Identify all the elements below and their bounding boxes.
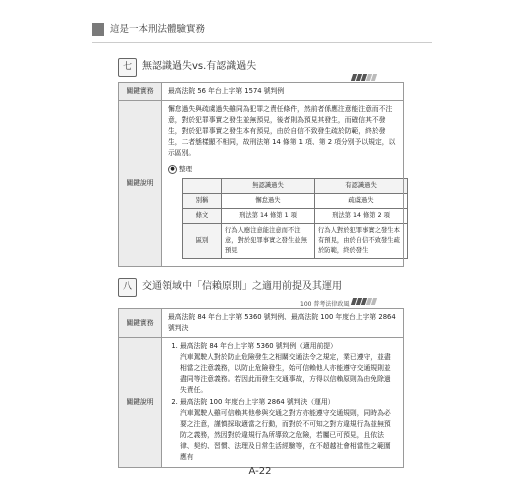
sort-bullet-icon: ●: [168, 165, 177, 174]
section8-row2-label: 關鍵說明: [119, 338, 162, 468]
section8-row-explanation: [119, 338, 404, 468]
section7-row-explanation: [119, 101, 404, 267]
section8-row2-content: [162, 338, 404, 468]
header-divider: [92, 42, 432, 43]
comparison-corner: [183, 179, 222, 194]
section7-row2-content: [162, 101, 404, 267]
section7-table: [118, 82, 404, 267]
comparison-cell: 疏虞過失: [315, 194, 408, 209]
case-body: 汽車駕駛人雖可信賴其他參與交通之對方亦能遵守交通規則，同時為必要之注意，謹慎採取適當之行動，而對於不可知之對方違規行為並無預防之義務，然因對於違規行為所導致之危險，若屬已可預見，且依法律、契約、習慣、法理及日常生活經驗等，在不超越社會相當性之範圍應有: [180, 409, 391, 461]
section8-number: 八: [118, 278, 137, 297]
case-heading: 2. 最高法院 100 年度台上字第 2864 號判決（運用）: [180, 398, 335, 406]
case-body: 汽車駕駛人對於防止危險發生之相關交通法令之規定，業已遵守，並盡相當之注意義務，以防止危險發生，始可信賴他人亦能遵守交通規則並盡同等注意義務。若因此而發生交通事故，方得以信賴原則為由免除過失責任。: [180, 353, 391, 394]
page-number: A-22: [248, 466, 272, 477]
importance-marker-8: [352, 298, 376, 305]
running-header-title: 這是一本刑法體驗實務: [110, 24, 206, 35]
comparison-cell: 刑法第 14 條第 2 項: [315, 209, 408, 224]
sort-tag-label: 整理: [179, 165, 192, 173]
importance-marker-7: [352, 74, 376, 81]
section8-row1-label: 關鍵實務: [119, 309, 162, 338]
comparison-header-b: 有認識過失: [315, 179, 408, 194]
comparison-cell: 行為人對於犯罪事實之發生本有預見，由於自信不致發生疏於防範，終於發生: [315, 224, 408, 259]
section8-row1-value: 最高法院 84 年台上字第 5360 號判例、最高法院 100 年度台上字第 2864 號判決: [162, 309, 404, 338]
section8-row-practice: [119, 309, 404, 338]
comparison-row-head: 條文: [183, 209, 222, 224]
section7-number: 七: [118, 58, 137, 77]
comparison-row: [183, 209, 408, 224]
section7-row-practice: [119, 83, 404, 101]
case-heading: 1. 最高法院 84 年台上字第 5360 號判例（適用前提）: [180, 342, 337, 350]
comparison-cell: 刑法第 14 條第 1 項: [222, 209, 315, 224]
section7-title: 無認識過失vs.有認識過失: [142, 61, 257, 72]
section7-row1-label: 關鍵實務: [119, 83, 162, 101]
comparison-row-head: 區別: [183, 224, 222, 259]
exam-tag: 100 普考法律政風: [300, 301, 350, 308]
section7-paragraph: 懈怠過失與疏虞過失雖同為犯罪之責任條件，然前者係應注意能注意而不注意，對於犯罪事實之發生並無預見，後者則為預見其發生，而確信其不發生，對於犯罪事實之發生本有預見，由於自信不致發生疏於防範，終於發生，二者態樣顯不相同，故刑法第 14 條第 1 項、第 2 項分別予以規定，以示區別。: [168, 105, 396, 157]
section8-table: [118, 308, 404, 468]
case-item: [180, 397, 397, 463]
section7-row2-label: 關鍵說明: [119, 101, 162, 267]
case-list: [168, 341, 397, 463]
comparison-table: [182, 178, 408, 259]
sort-tag: [168, 164, 397, 175]
header-marker: [92, 23, 104, 36]
comparison-row: [183, 224, 408, 259]
comparison-row: [183, 194, 408, 209]
section7-row1-value: 最高法院 56 年台上字第 1574 號判例: [162, 83, 404, 101]
comparison-header-row: [183, 179, 408, 194]
comparison-cell: 懈怠過失: [222, 194, 315, 209]
comparison-cell: 行為人應注意能注意而不注意，對於犯罪事實之發生並無預見: [222, 224, 315, 259]
section8-heading: [118, 278, 438, 298]
section8-title: 交通領域中「信賴原則」之適用前提及其運用: [142, 281, 342, 292]
comparison-row-head: 別稱: [183, 194, 222, 209]
case-item: [180, 341, 397, 396]
running-header: [92, 20, 432, 40]
comparison-header-a: 無認識過失: [222, 179, 315, 194]
